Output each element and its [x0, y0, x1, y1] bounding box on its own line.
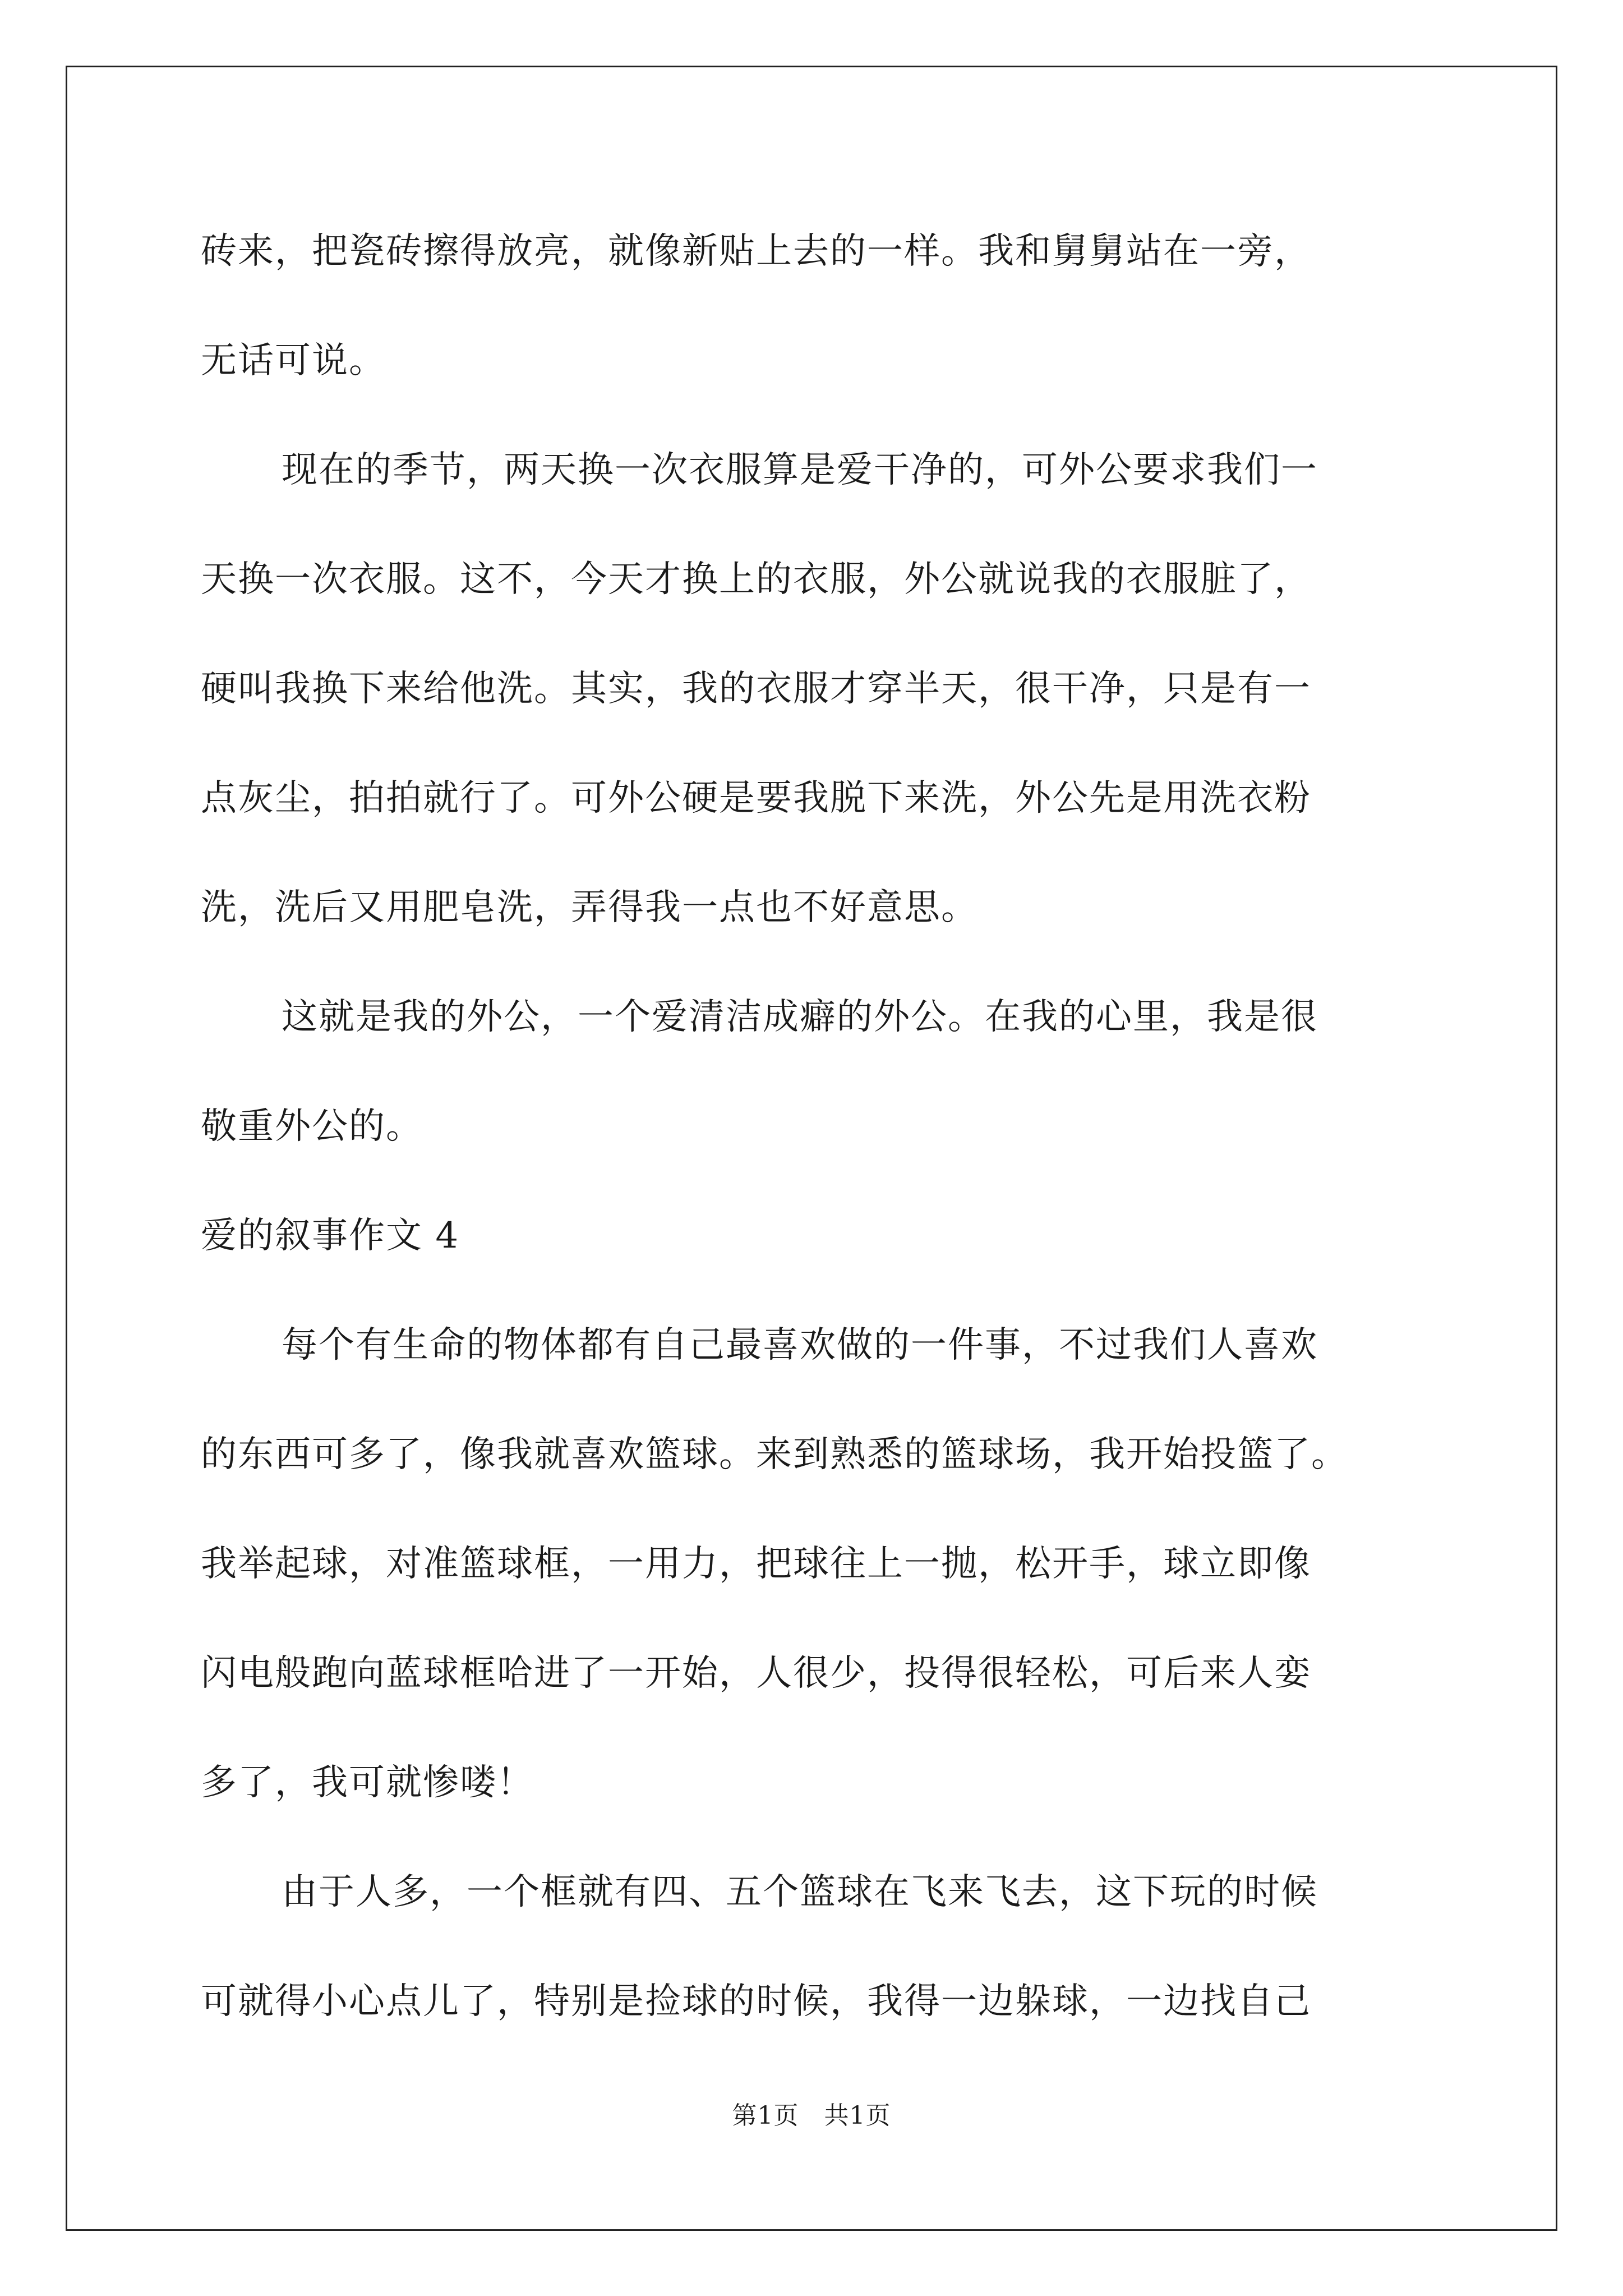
section-title: 爱的叙事作文 4 — [201, 1215, 460, 1257]
text-line: 敬重外公的。 — [201, 1106, 423, 1147]
text-line: 现在的季节，两天换一次衣服算是爱干净的，可外公要求我们一 — [282, 449, 1318, 491]
text-line: 我举起球，对准篮球框，一用力，把球往上一抛，松开手，球立即像 — [201, 1543, 1311, 1585]
text-line: 每个有生命的物体都有自己最喜欢做的一件事，不过我们人喜欢 — [282, 1324, 1318, 1366]
text-line: 由于人多，一个框就有四、五个篮球在飞来飞去，这下玩的时候 — [282, 1871, 1318, 1913]
text-line: 无话可说。 — [201, 340, 386, 381]
text-line: 砖来，把瓷砖擦得放亮，就像新贴上去的一样。我和舅舅站在一旁， — [201, 231, 1311, 272]
page-footer: 第1页 共1页 — [732, 2101, 891, 2130]
text-line: 的东西可多了，像我就喜欢篮球。来到熟悉的篮球场，我开始投篮了。 — [201, 1434, 1348, 1475]
text-line: 闪电般跑向蓝球框哈进了一开始，人很少，投得很轻松，可后来人娈 — [201, 1653, 1311, 1694]
text-line: 这就是我的外公，一个爱清洁成癖的外公。在我的心里，我是很 — [282, 996, 1318, 1038]
text-line: 天换一次衣服。这不，今天才换上的衣服，外公就说我的衣服脏了， — [201, 559, 1311, 600]
text-line: 点灰尘，拍拍就行了。可外公硬是要我脱下来洗，外公先是用洗衣粉 — [201, 777, 1311, 819]
text-line: 可就得小心点儿了，特别是捡球的时候，我得一边躲球，一边找自己 — [201, 1981, 1311, 2022]
text-line: 洗，洗后又用肥皂洗，弄得我一点也不好意思。 — [201, 887, 978, 928]
text-line: 硬叫我换下来给他洗。其实，我的衣服才穿半天，很干净，只是有一 — [201, 668, 1311, 710]
text-line: 多了，我可就惨喽！ — [201, 1762, 534, 1803]
